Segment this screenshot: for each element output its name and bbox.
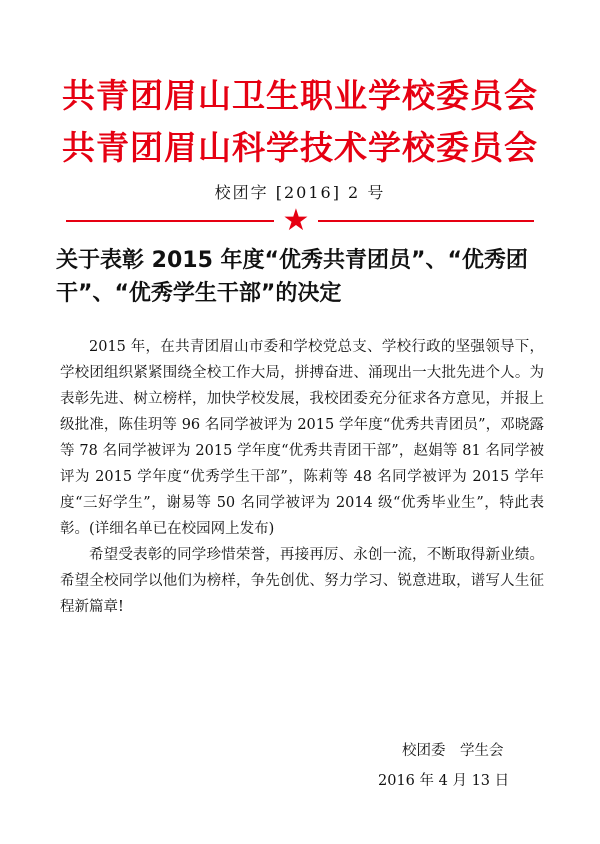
signature-date: 2016 年 4 月 13 日 [378, 773, 510, 789]
signature-block [378, 736, 538, 796]
body-paragraph-2: 希望受表彰的同学珍惜荣誉，再接再厉、永创一流，不断取得新业绩。希望全校同学以他们为榜样，争先创优、努力学习、锐意进取，谱写人生征程新篇章! [60, 547, 544, 615]
document-body [60, 334, 544, 620]
issuing-org-line-1: 共青团眉山卫生职业学校委员会 [62, 76, 538, 115]
red-divider-left [66, 220, 274, 222]
document-title: 关于表彰 2015 年度“优秀共青团员”、“优秀团干”、“优秀学生干部”的决定 [56, 248, 528, 306]
document-number: 校团字 [2016] 2 号 [214, 183, 386, 202]
signature-organization: 校团委 学生会 [402, 743, 504, 759]
issuing-org-line-2: 共青团眉山科学技术学校委员会 [62, 128, 538, 167]
star-icon: ★ [282, 203, 310, 238]
red-divider-right [318, 220, 534, 222]
body-paragraph-1: 2015 年，在共青团眉山市委和学校党总支、学校行政的坚强领导下，学校团组织紧紧围绕全校工作大局，拼搏奋进、涌现出一大批先进个人。为表彰先进、树立榜样，加快学校发展，我校团委充分征求各方意见，并报上级批准，陈佳玥等 96 名同学被评为 2015 学年度“优秀共青团员”，邓晓露等 78 名同学被评为 2015 学年度“优秀共青团干部”，赵娟等 81 名同学被评为 2015 学年度“优秀学生干部”，陈莉等 48 名同学被评为 2015 学年度“三好学生”，谢易等 50 名同学被评为 2014 级“优秀毕业生”，特此表彰。(详细名单已在校园网上发布) [60, 339, 544, 537]
